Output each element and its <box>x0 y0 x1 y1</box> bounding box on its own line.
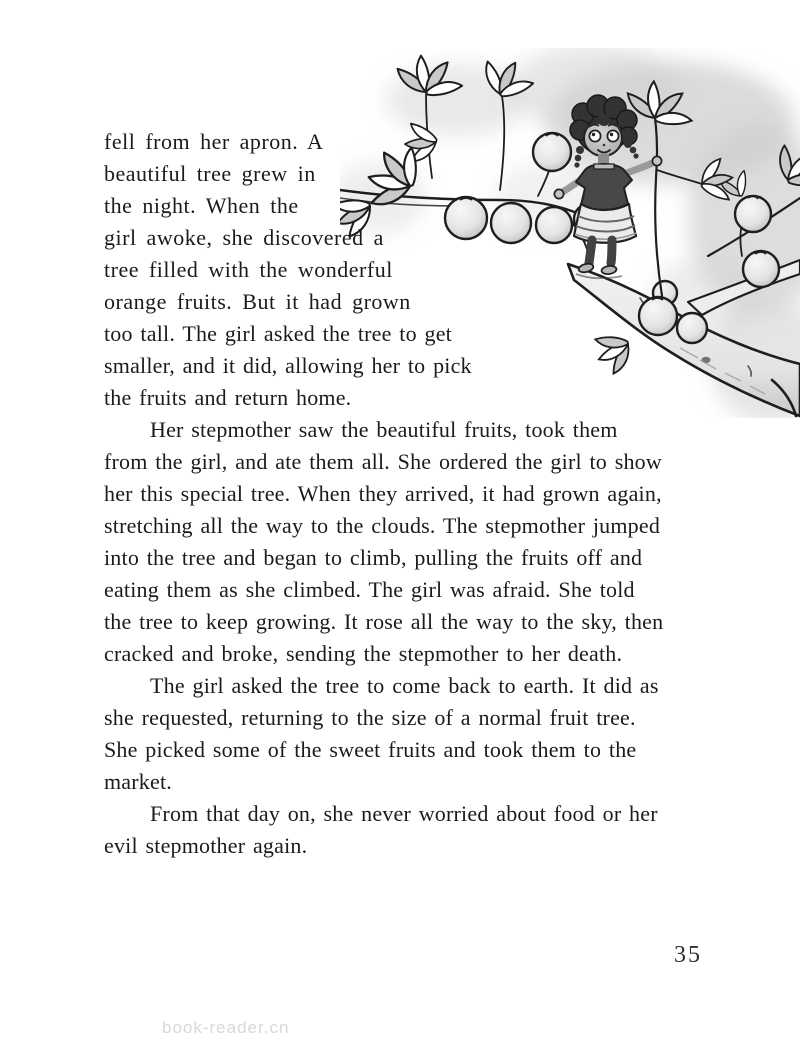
paragraph-4 <box>104 798 720 862</box>
page-number: 35 <box>674 942 702 968</box>
text-line: tree filled with the wonderful <box>104 257 393 282</box>
text-line: too tall. The girl asked the tree to get <box>104 321 452 346</box>
text-line: she requested, returning to the size of a normal fruit tree. <box>104 705 636 730</box>
paragraph-1 <box>104 126 720 414</box>
text-line: Her stepmother saw the beautiful fruits, took them <box>150 417 618 442</box>
text-line: She picked some of the sweet fruits and took them to the <box>104 737 637 762</box>
story-text <box>104 126 720 862</box>
text-line: her this special tree. When they arrived, it had grown again, <box>104 481 662 506</box>
text-line: eating them as she climbed. The girl was afraid. She told <box>104 577 635 602</box>
text-line: evil stepmother again. <box>104 833 308 858</box>
paragraph-2 <box>104 414 720 670</box>
text-line: the tree to keep growing. It rose all the way to the sky, then <box>104 609 664 634</box>
text-line: the fruits and return home. <box>104 385 352 410</box>
text-line: cracked and broke, sending the stepmother to her death. <box>104 641 623 666</box>
text-line: stretching all the way to the clouds. The stepmother jumped <box>104 513 661 538</box>
text-line: orange fruits. But it had grown <box>104 289 411 314</box>
text-line: fell from her apron. A <box>104 129 324 154</box>
text-line: From that day on, she never worried about food or her <box>150 801 658 826</box>
text-line: smaller, and it did, allowing her to pick <box>104 353 472 378</box>
text-line: from the girl, and ate them all. She ordered the girl to show <box>104 449 662 474</box>
text-line: girl awoke, she discovered a <box>104 225 384 250</box>
paragraph-3 <box>104 670 720 798</box>
text-line: The girl asked the tree to come back to earth. It did as <box>150 673 659 698</box>
text-line: beautiful tree grew in <box>104 161 316 186</box>
text-line: into the tree and began to climb, pulling the fruits off and <box>104 545 643 570</box>
text-line: market. <box>104 769 172 794</box>
text-line: the night. When the <box>104 193 299 218</box>
watermark: book-reader.cn <box>162 1018 290 1037</box>
